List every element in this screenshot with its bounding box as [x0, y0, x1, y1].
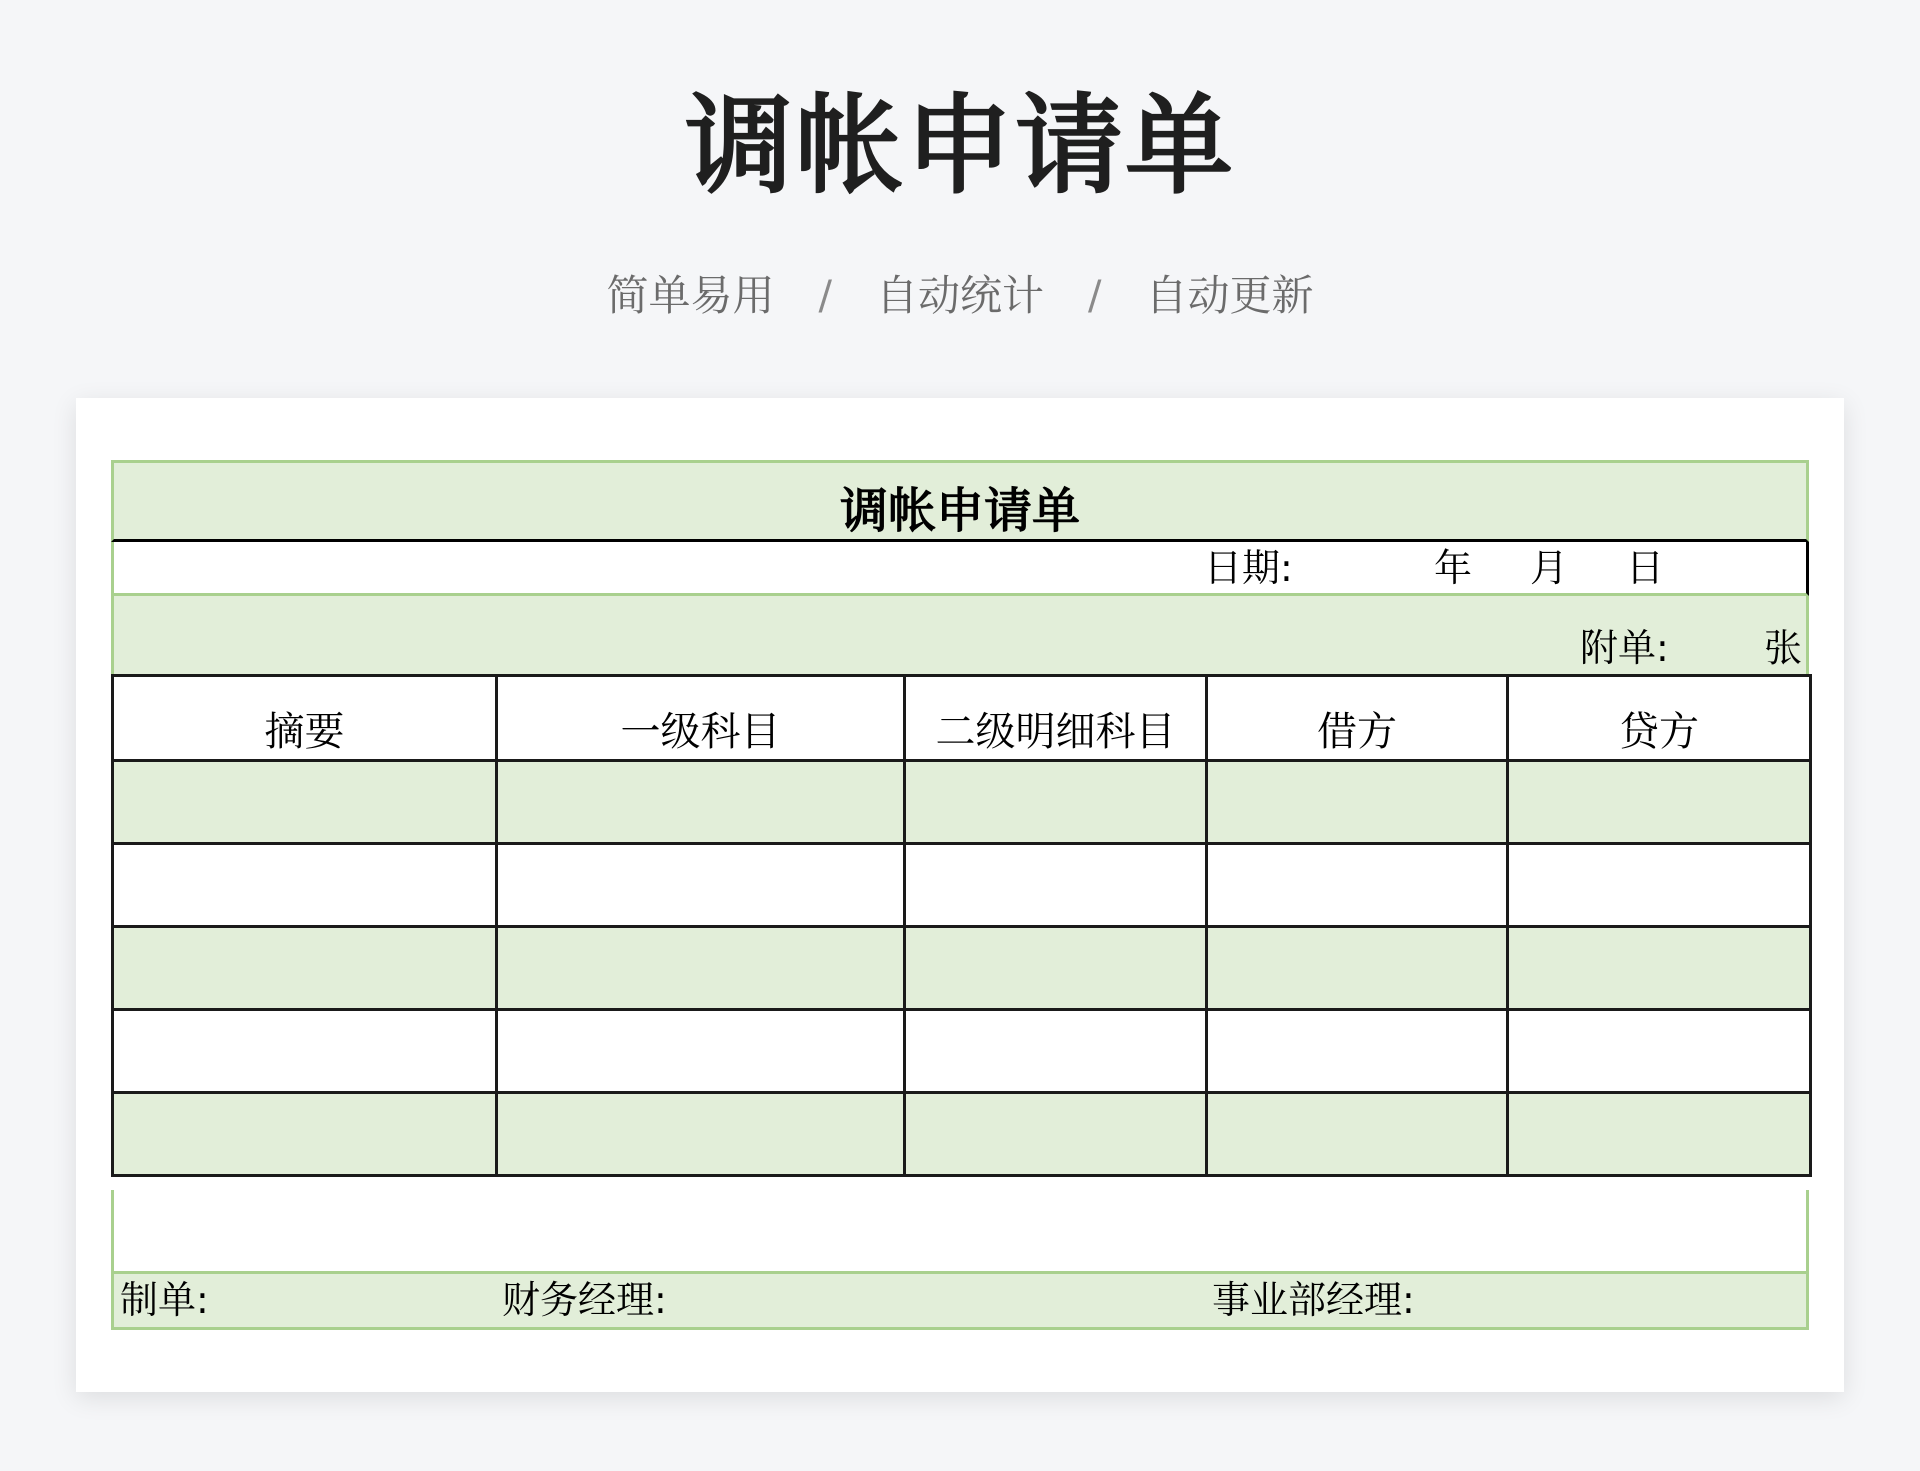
table-cell[interactable]: [497, 844, 905, 927]
prepared-by-label: 制单:: [120, 1278, 209, 1322]
table-row: [113, 761, 1811, 844]
table-cell[interactable]: [1207, 1010, 1508, 1093]
table-cell[interactable]: [905, 1010, 1207, 1093]
table-row: [113, 844, 1811, 927]
table-row: [113, 927, 1811, 1010]
month-label: 月: [1530, 546, 1569, 590]
table-cell[interactable]: [1207, 761, 1508, 844]
finance-manager-label: 财务经理:: [502, 1278, 667, 1322]
table-cell[interactable]: [905, 1093, 1207, 1176]
day-label: 日: [1626, 546, 1665, 590]
table-cell[interactable]: [1508, 761, 1811, 844]
tagline-auto-stats: 自动统计: [875, 271, 1044, 320]
table-cell[interactable]: [1508, 844, 1811, 927]
table-cell[interactable]: [497, 1010, 905, 1093]
date-label: 日期:: [1204, 546, 1293, 590]
tagline-easy: 简单易用: [606, 271, 775, 320]
form-preview-card: [76, 398, 1844, 1392]
spreadsheet-form: [111, 460, 1809, 1331]
spacer-row: [111, 1190, 1809, 1274]
table-cell[interactable]: [113, 1093, 497, 1176]
attachment-unit: 张: [1764, 626, 1803, 670]
table-cell[interactable]: [905, 927, 1207, 1010]
column-header-primary-account: 一级科目: [497, 676, 905, 761]
table-cell[interactable]: [497, 927, 905, 1010]
tagline-bar: [0, 268, 1920, 324]
table-row: [113, 1010, 1811, 1093]
table-cell[interactable]: [113, 1010, 497, 1093]
column-header-debit: 借方: [1207, 676, 1508, 761]
tagline-separator: /: [818, 273, 832, 319]
table-cell[interactable]: [1508, 927, 1811, 1010]
tagline-auto-update: 自动更新: [1145, 271, 1314, 320]
table-cell[interactable]: [905, 844, 1207, 927]
table-cell[interactable]: [1207, 844, 1508, 927]
column-header-credit: 贷方: [1508, 676, 1811, 761]
table-cell[interactable]: [1207, 927, 1508, 1010]
tagline-separator: /: [1088, 273, 1102, 319]
table-cell[interactable]: [1508, 1093, 1811, 1176]
table-cell[interactable]: [113, 844, 497, 927]
table-cell[interactable]: [497, 761, 905, 844]
table-cell[interactable]: [1207, 1093, 1508, 1176]
form-title: 调帐申请单: [111, 460, 1809, 542]
table-cell[interactable]: [1508, 1010, 1811, 1093]
attachment-label: 附单:: [1580, 626, 1669, 670]
page-title: 调帐申请单: [684, 84, 1235, 209]
attachment-row: [111, 596, 1809, 676]
table-cell[interactable]: [113, 761, 497, 844]
signature-row: [111, 1274, 1809, 1330]
division-manager-label: 事业部经理:: [1212, 1278, 1415, 1322]
date-row: [111, 542, 1809, 596]
table-cell[interactable]: [113, 927, 497, 1010]
table-header-row: [113, 676, 1811, 761]
entries-table: [111, 674, 1812, 1177]
year-label: 年: [1434, 546, 1473, 590]
table-cell[interactable]: [905, 761, 1207, 844]
column-header-summary: 摘要: [113, 676, 497, 761]
table-row: [113, 1093, 1811, 1176]
table-cell[interactable]: [497, 1093, 905, 1176]
column-header-sub-account: 二级明细科目: [905, 676, 1207, 761]
